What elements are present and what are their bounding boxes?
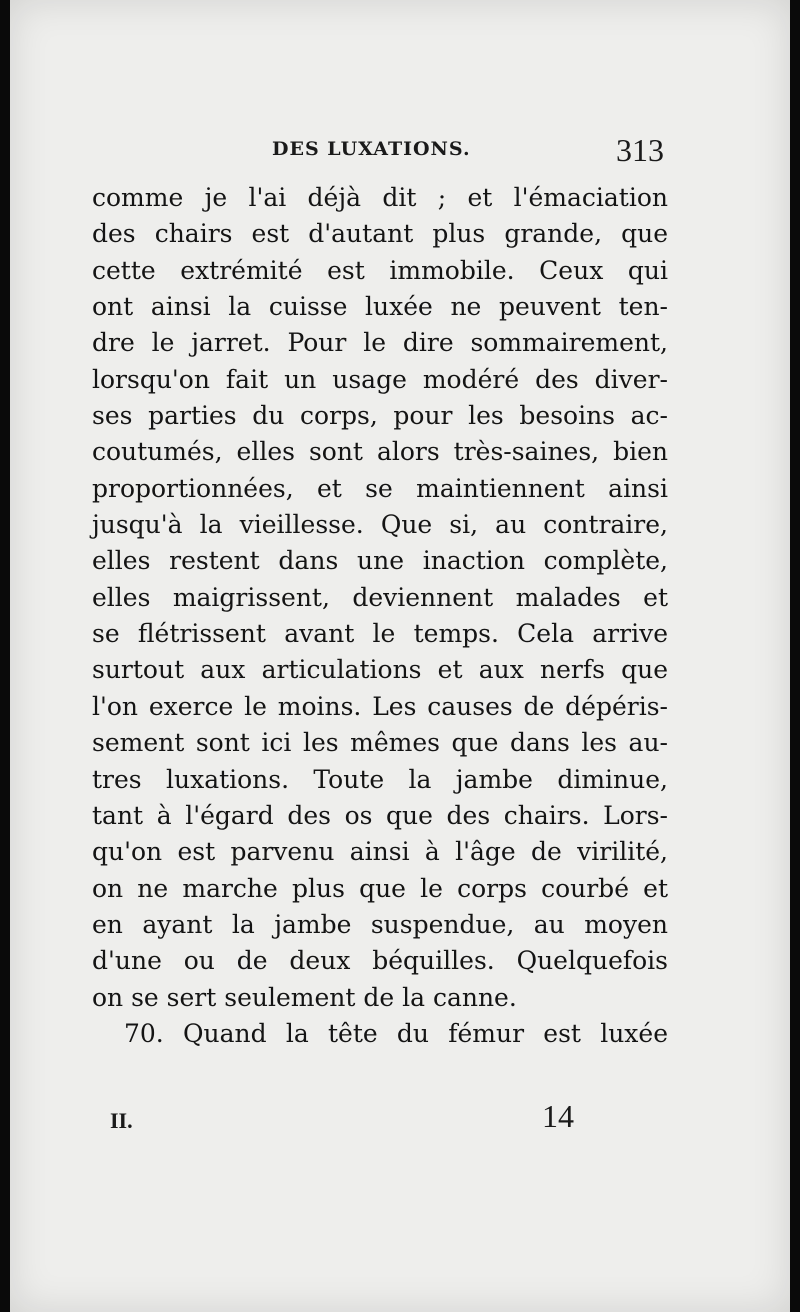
text-line: 70. Quand la tête du fémur est luxée <box>124 1018 668 1048</box>
text-line: proportionnées, et se maintiennent ainsi <box>92 473 668 503</box>
text-line: dre le jarret. Pour le dire sommairement, <box>92 328 668 358</box>
book-page <box>10 0 790 1312</box>
text-line: l'on exerce le moins. Les causes de dépéris- <box>92 691 668 721</box>
sheet-number: 14 <box>542 1098 574 1134</box>
body-text <box>92 180 668 1052</box>
text-line: sement sont ici les mêmes que dans les au- <box>92 728 668 758</box>
text-line: ont ainsi la cuisse luxée ne peuvent ten- <box>92 292 668 322</box>
page-footer <box>110 1098 670 1148</box>
text-line: jusqu'à la vieillesse. Que si, au contraire, <box>92 510 668 540</box>
text-line: surtout aux articulations et aux nerfs que <box>92 655 668 685</box>
text-line: elles maigrissent, deviennent malades et <box>92 582 668 612</box>
text-line: tres luxations. Toute la jambe diminue, <box>92 764 668 794</box>
text-line: d'une ou de deux béquilles. Quelquefois <box>92 946 668 976</box>
text-line: on ne marche plus que le corps courbé et <box>92 873 668 903</box>
text-line: tant à l'égard des os que des chairs. Lors- <box>92 800 668 830</box>
text-line: des chairs est d'autant plus grande, que <box>92 219 668 249</box>
text-line: en ayant la jambe suspendue, au moyen <box>92 909 668 939</box>
text-line: cette extrémité est immobile. Ceux qui <box>92 255 668 285</box>
text-line: elles restent dans une inaction complète, <box>92 546 668 576</box>
text-line: ses parties du corps, pour les besoins ac- <box>92 401 668 431</box>
text-line: qu'on est parvenu ainsi à l'âge de virilité, <box>92 837 668 867</box>
text-line: on se sert seulement de la canne. <box>92 982 517 1012</box>
signature-mark: II. <box>110 1108 133 1133</box>
page-header <box>92 132 668 172</box>
text-line: lorsqu'on fait un usage modéré des diver- <box>92 364 668 394</box>
text-line: comme je l'ai déjà dit ; et l'émaciation <box>92 183 668 212</box>
text-line: coutumés, elles sont alors très-saines, bien <box>92 437 668 467</box>
text-line: se flétrissent avant le temps. Cela arrive <box>92 619 668 649</box>
page-number: 313 <box>616 132 664 168</box>
running-head: DES LUXATIONS. <box>272 138 471 160</box>
